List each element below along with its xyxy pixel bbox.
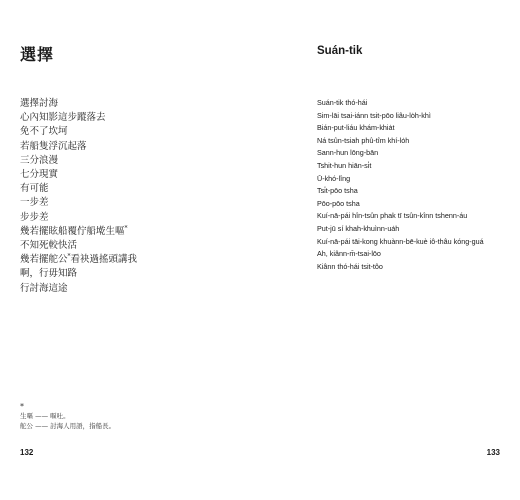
poem-lines-chinese [20,97,137,296]
poem-line-text: 幾若擺舵公 [20,254,68,266]
page-number-right: 133 [486,448,500,457]
poem-line [20,253,137,267]
poem-line: 有可能 [20,183,49,195]
poem-line: 若船隻浮沉起落 [20,140,87,152]
poem-line-text: 幾若擺眩船覆佇船墘生嘔 [20,225,125,237]
poem-line: Tshit-hun hiān-si̍t [317,160,372,170]
poem-line: 七分現實 [20,169,59,181]
footnote-marker: * [67,253,71,261]
footnote-marker: * [124,224,128,232]
footnotes [20,403,115,431]
poem-line: Suán-tik thó-hái [317,98,368,107]
poem-line: 選擇討海 [20,98,59,109]
poem-line: Kuí-nā-pái tāi-kong khuànn-bē-kuè iô-thâu kóng-guá [317,236,484,246]
poem-line: 步步差 [20,211,49,223]
poem-line: Ná tsûn-tsiah phû-tîm khí-lo̍h [317,135,410,145]
poem-title-romanized: Suán-tik [317,45,363,57]
poem-lines-romanized [317,97,484,273]
poem-line: Pōo-pōo tsha [317,198,360,208]
poem-line: 免不了坎坷 [20,126,68,138]
poem-line [20,225,137,239]
poem-line: Ū-khó-lîng [317,173,351,183]
poem-title-chinese: 選擇 [20,45,55,64]
poem-line: Sim-lāi tsai-iánn tsit-pōo liâu-lo̍h-khì [317,110,431,120]
poem-line: Tsi̍t-pōo tsha [317,186,358,196]
footnote-item: 舵公 —— 討海人用語，指船長。 [20,422,116,430]
poem-line: Kiânn thó-hái tsit-tôo [317,261,383,271]
poem-line-text: 看袂過搖頭講我 [70,254,138,266]
poem-line: Sann-hun lōng-bān [317,148,379,158]
poem-line: Kuí-nā-pái hîn-tsûn phak tī tsûn-kînn tshenn-áu [317,211,468,221]
poem-line: 行討海這途 [20,282,68,294]
page-number-left: 132 [20,448,34,457]
poem-line: 三分浪漫 [20,154,59,166]
poem-line: Put-jū sí khah-khuìnn-ua̍h [317,223,400,233]
footnote-item: 生嘔 —— 嘔吐。 [20,412,70,420]
poem-line: Ah, kiânn-m̄-tsai-lōo [317,249,381,259]
poem-line: 不知死較快活 [20,240,78,252]
poem-line: Bián-put-liáu khám-khia̍t [317,123,395,133]
poem-line: 一步差 [20,197,49,209]
right-page [260,0,520,500]
poem-line: 啊，行毋知路 [20,268,78,280]
poem-line: 心內知影這步蹤落去 [20,112,106,124]
footnote-mark: * [20,402,24,411]
